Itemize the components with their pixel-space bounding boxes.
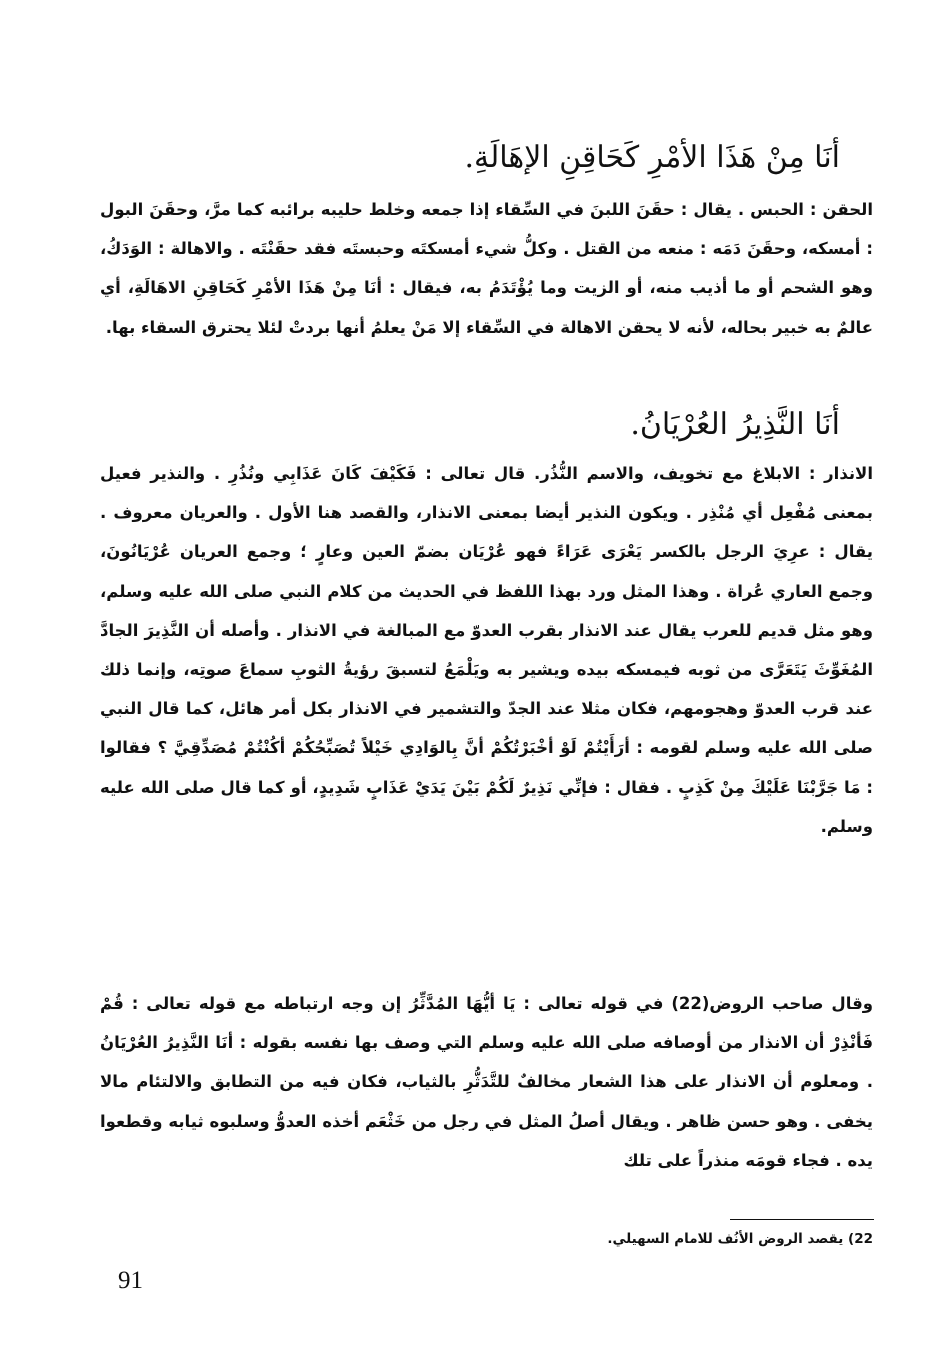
footnote-22: 22) يقصد الروض الأنُف للامام السهيلي. [607,1231,873,1247]
paragraph-2: الانذار : الابلاغ مع تخويف، والاسم النُّذُر. قال تعالى : فَكَيْفَ كَانَ عَذَابِي ونُذُرِ . والنذير فعيل بمعنى مُفْعِل أي مُنْذِر . ويكون النذير أيضا بمعنى الانذار، والقصد هنا الأول . والعريان معروف . يقال : عرِيَ الرجل بالكسر يَعْرَى عَرَاءً فهو عُرْيَان بضمّ العين وعارٍ ؛ وجمع العريان عُرْيَانُونَ، وجمع العاري عُراة . وهذا المثل ورد بهذا اللفظ في الحديث من كلام النبي صلى الله عليه وسلم، وهو مثل قديم للعرب يقال عند الانذار بقرب العدوّ مع المبالغة في الانذار . وأصله أن النَّذِيرَ الجادَّ المُغَوِّثَ يَتَعَرَّى من ثوبه فيمسكه بيده ويشير به ويَلْمَعُ لتسبقَ رؤيةُ الثوبِ سماعَ صوتِه، وإنما ذلك عند قرب العدوّ وهجومهم، فكان مثلا عند الجدّ والتشمير في الانذار بكل أمر هائل، كما قال النبي صلى الله عليه وسلم لقومه : أرَأَيْتُمْ لَوْ أخْبَرْتُكُمْ أنَّ بِالوَادِي خَيْلاً تُصَبِّحُكُمْ أكُنْتُمْ مُصَدِّقِيَّ ؟ فقالوا : مَا جَرَّبْنَا عَلَيْكَ مِنْ كَذِبٍ . فقال : فإنِّي نَذِيرٌ لَكُمْ بَيْنَ يَدَيْ عَذَابٍ شَدِيدٍ، أو كما قال صلى الله عليه وسلم. [100,464,873,836]
paragraph-3: وقال صاحب الروض(22) في قوله تعالى : يَا أيُّهَا المُدَّثِّرُ إن وجه ارتباطه مع قوله تعالى : قُمْ فَأنْذِرْ أن الانذار من أوصافه صلى الله عليه وسلم التي وصف بها نفسه بقوله : أنَا النَّذِيرُ العُرْيَانُ . ومعلوم أن الانذار على هذا الشعار مخالفٌ للتَّدَثُّرِ بالثياب، فكان فيه من التطابق والالتئام مالا يخفى . وهو حسن ظاهر . ويقال أصلُ المثل في رجل من خَثْعَم أخذه العدوُّ وسلبوه ثيابه وقطعوا يده . فجاء قومَه منذراً على تلك [100,994,873,1170]
page-number: 91 [118,1267,143,1294]
proverb-heading-1: أنَا مِنْ هَذَا الأمْرِ كَحَاقِنِ الإهَالَةِ. [464,140,840,175]
footnote-divider [730,1219,874,1220]
proverb-heading-2: أنَا النَّذِيرُ العُرْيَانُ. [630,407,840,442]
paragraph-1: الحقن : الحبس . يقال : حقَنَ اللبنَ في السِّقاء إذا جمعه وخلط حليبه برائبه كما مرَّ، وحقَنَ البول : أمسكه، وحقَنَ دَمَه : منعه من القتل . وكلُّ شيء أمسكتَه وحبستَه فقد حقَنْتَه . والاهالة : الوَدَكُ، وهو الشحم أو ما أذيب منه، أو الزيت وما يُؤْتَدَمُ به، فيقال : أنَا مِنْ هَذَا الأمْرِ كَحَاقِنِ الاهَالَةِ، أي عالمٌ به خبير بحاله، لأنه لا يحقن الاهالة في السِّقاء إلا مَنْ يعلمُ أنها بردتْ لئلا يحترق السقاء بها. [100,200,873,337]
